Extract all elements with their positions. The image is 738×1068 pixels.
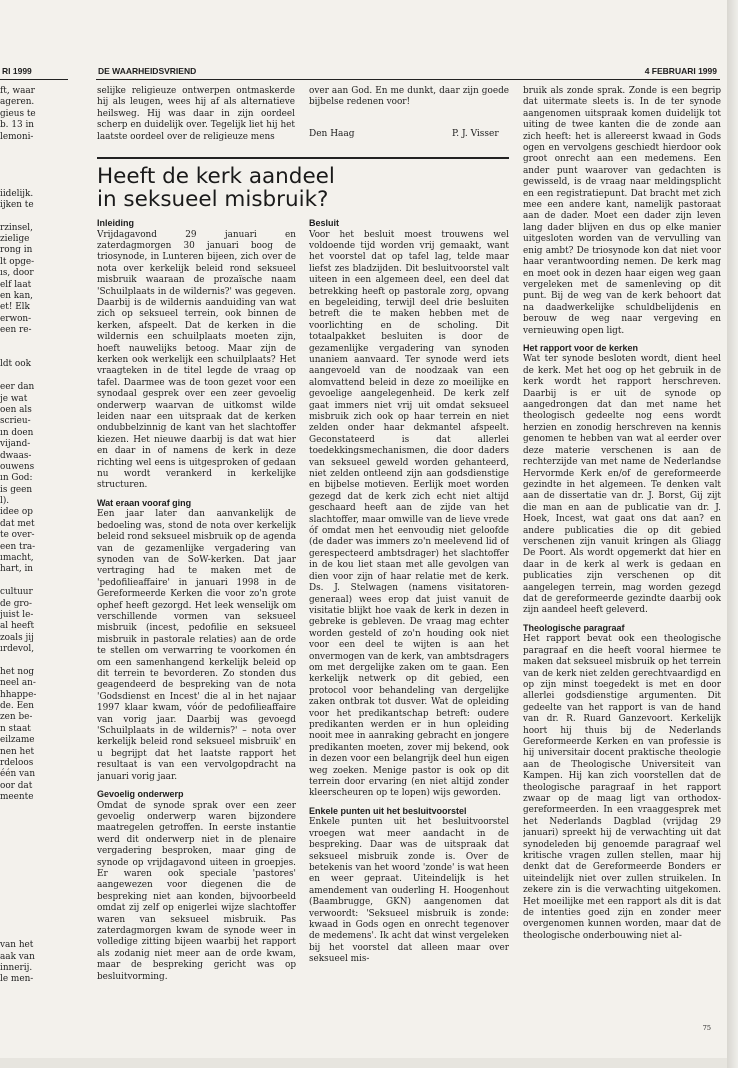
edge-line: rdeloos xyxy=(0,758,34,769)
edge-line xyxy=(0,906,64,917)
header-rule xyxy=(96,79,720,80)
edge-line xyxy=(0,211,64,222)
edge-line: is geen xyxy=(0,484,33,495)
edge-line: lt opge- xyxy=(0,256,35,267)
edge-line: eilzame xyxy=(0,735,35,746)
edge-line: vijand- xyxy=(0,439,31,450)
section-heading: Theologische paragraaf xyxy=(523,622,625,633)
section-paragraph: Vrijdagavond 29 januari en zaterdagmorgen 30 januari boog de triosynode, in Lunteren bijeen, zich over de nota over kerkelijk beleid rond seksueel misbruik waaraan de prozaïsche naam 'Schuilplaats in de wildernis?' was gegeven. Daarbij is de wildernis aanduiding van wat zich op seksueel terrein, ook binnen de kerken, afspeelt. Dat de kerken in die wildernis een schuilplaats moeten zijn, hoeft nauwelijks betoog. Maar zijn de kerken ook werkelijk een schuilplaats? Het vraagteken in de titel legde de vraag op tafel. Daarmee was de toon gezet voor een synodaal gesprek over een zeer gevoelig onderwerp waarvan de uitkomst wilde leiden naar een uitspraak dat de kerken ondubbelzinnig de kant van het slachtoffer kiezen. Het nieuwe daarbij is dat wat hier en daar in of namens de kerk in deze richting wel eens is uitgesproken of gedaan nu wordt verankerd in kerkelijke structuren. xyxy=(97,229,296,491)
edge-line: ımacht, xyxy=(0,553,34,564)
edge-line: de gro- xyxy=(0,598,33,609)
signature-name: P. J. Visser xyxy=(452,129,499,139)
edge-line: lemoni- xyxy=(0,131,34,142)
edge-line: al heeft xyxy=(0,621,35,632)
edge-line: scrieu- xyxy=(0,416,31,427)
section-heading: Gevoelig onderwerp xyxy=(97,789,184,800)
edge-line: zen be- xyxy=(0,712,33,723)
edge-line: een re- xyxy=(0,325,32,336)
edge-line: ageren. xyxy=(0,97,35,108)
edge-line: een tra- xyxy=(0,541,36,552)
edge-line: neel an- xyxy=(0,678,36,689)
section-heading: Enkele punten uit het besluitvoorstel xyxy=(309,805,467,816)
top-left-paragraph: selijke religieuze ontwerpen ontmaskerde hij als leugen, wees hij af als alternatieve heilsweg. Hij was daar in zijn oordeel scherp en duidelijk over. Tegelijk liet hij het laatste oordeel over de religieuze mens xyxy=(97,86,295,142)
edge-line: ijken te xyxy=(0,199,34,210)
edge-line: ft, waar xyxy=(0,86,35,96)
edge-line: ouwens xyxy=(0,461,35,472)
running-header xyxy=(0,64,719,78)
edge-line xyxy=(0,154,64,165)
edge-line: zielige xyxy=(0,234,30,245)
edge-line: ldt ook xyxy=(0,359,31,370)
article-column-3 xyxy=(523,86,721,1016)
section-heading: Wat eraan vooraf ging xyxy=(97,497,192,508)
edge-line xyxy=(0,895,64,906)
article-column-1 xyxy=(97,218,296,988)
edge-line xyxy=(0,656,64,667)
page-number: 75 xyxy=(702,1024,711,1032)
edge-line xyxy=(0,166,64,177)
edge-line: dat met xyxy=(0,518,35,529)
edge-line: et! Elk xyxy=(0,302,30,313)
edge-line: ırdevol, xyxy=(0,644,35,655)
section-paragraph: Omdat de synode sprak over een zeer gevoelig onderwerp waren bijzondere maatregelen getroffen. In eerste instantie werd dit onderwerp niet in de plenaire vergadering besproken, maar ging de synode op vrijdagavond uiteen in groepjes. Er waren ook speciale 'pastores' aangewezen voor diegenen die de bespreking niet aan konden, bijvoorbeeld omdat zij zelf op enigerlei wijze slachtoffer waren van seksueel misbruik. Pas zaterdagmorgen kwam de synode weer in volledige zitting bijeen waarbij het rapport als zodanig niet meer aan de orde kwam, maar de bespreking gericht was op besluitvorming. xyxy=(97,800,296,982)
section-paragraph: Het rapport bevat ook een theologische paragraaf en die heeft vooral hiermee te maken dat seksueel misbruik op het terrein van de kerk niet zelden gerechtvaardigd en op zijn minst toegedekt is met en door allerlei godsdienstige argumenten. Dit gedeelte van het rapport is van de hand van dr. R. Ruard Ganzevoort. Kerkelijk hoort hij thuis bij de Nederlands Gereformeerde Kerken en van professie is hij universitair docent praktische theologie aan de Theologische Universiteit van Kampen. Hij kan zich voorstellen dat de theologische paragraaf in het rapport zwaar op de maag ligt van orthodox-gereformeerden. In een vraaggesprek met het Nederlands Dagblad (vrijdag 29 januari) spreekt hij de verwachting uit dat synodeleden bij genoemde paragraaf wel kritische vragen zullen stellen, maar hij denkt dat de Gereformeerde Bonders er uiteindelijk niet over zullen struikelen. In zekere zin is die verwachting uitgekomen. Het moeilijke met een rapport als dit is dat de intenties goed zijn en zonder meer overgenomen kunnen worden, maar dat de theologische onderbouwing niet al- xyxy=(523,634,721,941)
edge-line xyxy=(0,576,64,587)
edge-line: je wat xyxy=(0,393,28,404)
edge-line: n staat xyxy=(0,723,31,734)
edge-line xyxy=(0,143,64,154)
edge-line: hart, in xyxy=(0,564,34,575)
edge-line: elf laat xyxy=(0,279,32,290)
edge-line: le men- xyxy=(0,974,34,985)
edge-line: l). xyxy=(0,496,10,507)
edge-line xyxy=(0,918,64,929)
page-edge-shadow xyxy=(727,0,738,1068)
edge-line: b. 13 in xyxy=(0,120,34,131)
article-title xyxy=(97,165,517,211)
top-left-column xyxy=(97,86,295,156)
edge-line: ın doen xyxy=(0,427,34,438)
edge-line: meente xyxy=(0,792,34,803)
edge-line: één van xyxy=(0,769,36,780)
edge-line: ın God: xyxy=(0,473,33,484)
publication-name: DE WAARHEIDSVRIEND xyxy=(98,66,197,76)
section-paragraph: Enkele punten uit het besluitvoorstel vroegen wat meer aandacht in de bespreking. Daar was de uitspraak dat seksueel misbruik zonde is. Over de betekenis van het woord 'zonde' is wat heen en weer gepraat. Uiteindelijk is het amendement van ouderling H. Hoogenhout (Baambrugge, GKN) aangenomen dat verwoordt: 'Seksueel misbruik is zonde: kwaad in Gods ogen en onrecht tegenover de medemens'. Ik acht dat winst vergeleken bij het voorstel dat alleen maar over seksueel mis- xyxy=(309,817,509,965)
edge-line: de. Een xyxy=(0,701,35,712)
section-heading: Inleiding xyxy=(97,218,134,228)
edge-line: van het xyxy=(0,940,34,951)
edge-line xyxy=(0,872,64,883)
edge-line xyxy=(0,929,64,940)
edge-line: cultuur xyxy=(0,587,33,598)
edge-line: dwaas- xyxy=(0,450,32,461)
edge-line xyxy=(0,861,64,872)
left-page-date: RI 1999 xyxy=(2,66,32,76)
edge-line: erwon- xyxy=(0,313,32,324)
top-middle-column xyxy=(309,86,509,116)
edge-line xyxy=(0,804,64,815)
previous-page-edge-text xyxy=(0,86,64,986)
edge-line xyxy=(0,337,64,348)
edge-line: oen als xyxy=(0,404,32,415)
edge-line: en kan, xyxy=(0,291,33,302)
article-title-line-2: in seksueel misbruik? xyxy=(97,187,329,212)
edge-line: nen het xyxy=(0,746,35,757)
edge-line xyxy=(0,883,64,894)
edge-line: iidelijk. xyxy=(0,188,34,199)
edge-line: oor dat xyxy=(0,780,33,791)
edge-line xyxy=(0,177,64,188)
edge-line: zoals jij xyxy=(0,632,34,643)
section-heading: Het rapport voor de kerken xyxy=(523,342,639,353)
edge-line xyxy=(0,815,64,826)
edge-line: eer dan xyxy=(0,382,35,393)
section-paragraph: bruik als zonde sprak. Zonde is een begrip dat uitermate sleets is. In de ter synode aangenomen uitspraak komen duidelijk tot uiting de twee kanten die de zonde aan zich heeft: het is allereerst kwaad in Gods ogen en vervolgens geschiedt hierdoor ook groot onrecht aan een medemens. Een ander punt waarover van gedachten is gewisseld, is de vraag naar meldingsplicht en een registratiepunt. Dat bracht met zich mee een andere kant, namelijk pastoraat aan de dader. Moet een dader zijn leven lang dader blijven en dus op elke manier uitgesloten worden van de vervulling van enig ambt? De triosynode kon dat niet voor haar verantwoording nemen. De kerk mag en moet ook in dezen haar eigen weg gaan vergeleken met de samenleving op dit punt. Bij de weg van de kerk behoort dat na daadwerkelijke schuldbelijdenis en berouw de weg naar vergeving en vernieuwing open ligt. xyxy=(523,86,721,336)
section-paragraph: Een jaar later dan aanvankelijk de bedoeling was, stond de nota over kerkelijk beleid rond seksueel misbruik op de agenda van de gezamenlijke vergadering van synoden van de SoW-kerken. Dat jaar vertraging had te maken met de 'pedofilieaffaire' in januari 1998 in de Gereformeerde Kerken die voor zo'n grote ophef heeft gezorgd. Het leek wenselijk om verschillende vormen van seksueel misbruik (incest, pedofilie en seksueel misbruik in pastorale relaties) aan de orde te stellen om verwarring te voorkomen én om een samenhangend kerkelijk beleid op dit terrein te bevorderen. Zo stonden dus geagendeerd de bespreking van de nota 'Godsdienst en Incest' die al in het najaar 1997 klaar kwam, vóór de pedofilieaffaire van vorig jaar. Daarbij was gevoegd 'Schuilplaats in de wildernis?' – nota over kerkelijk beleid rond seksueel misbruik' en u begrijpt dat het laatste rapport het resultaat is van een vervolgopdracht na januari vorig jaar. xyxy=(97,509,296,782)
edge-line: hhappe- xyxy=(0,689,37,700)
edge-line: innerij. xyxy=(0,963,33,974)
top-middle-paragraph: over aan God. En me dunkt, daar zijn goede bijbelse redenen voor! xyxy=(309,86,509,108)
signature-place: Den Haag xyxy=(309,129,355,139)
edge-line xyxy=(0,849,64,860)
edge-line xyxy=(0,838,64,849)
section-heading: Besluit xyxy=(309,218,340,228)
issue-date: 4 FEBRUARI 1999 xyxy=(644,66,717,76)
edge-line: ıs, door xyxy=(0,268,34,279)
article-divider xyxy=(97,157,509,159)
section-paragraph: Wat ter synode besloten wordt, dient heel de kerk. Met het oog op het gebruik in de kerk wordt het rapport herschreven. Daarbij is er uit de synode op aangedrongen dat dan met name het theologisch gedeelte nog eens wordt herzien en zonodig herschreven na kennis genomen te hebben van wat al eerder over deze materie verschenen is aan de rechterzijde van met name de Nederlandse Hervormde Kerk en/of de gereformeerde gezindte in het algemeen. Te denken valt aan de dissertatie van dr. J. Borst, Gij zijt die man en aan de publicatie van dr. J. Hoek, Incest, wat gaat ons dat aan? en andere publicaties die op dit gebied verschenen zijn vanuit kringen als Gliagg De Poort. Als wordt opgemerkt dat hier en daar in de kerk al werk is gedaan en publicaties zijn verschenen op dit aangelegen terrein, mag worden gezegd dat de gereformeerde gezindte daarbij ook zijn aandeel heeft geleverd. xyxy=(523,354,721,616)
edge-line xyxy=(0,348,64,359)
section-paragraph: Voor het besluit moest trouwens wel voldoende tijd worden vrij gemaakt, want het voorstel dat op tafel lag, telde maar liefst zes bladzijden. Dit besluitvoorstel valt uiteen in een algemeen deel, een deel dat betrekking heeft op pastorale zorg, opvang en begeleiding, terwijl deel drie besluiten betreft die te maken hebben met de voorlichting en de scholing. Dit totaalpakket besluiten is door de gezamenlijke vergadering van synoden unaniem aanvaard. Ter synode werd iets aangevoeld van de noodzaak van een alomvattend beleid in deze zo moeilijke en gevoelige aangelegenheid. De kerk zelf gaat immers niet vrij uit omdat seksueel misbruik zich ook op haar terrein en niet zelden onder haar dekmantel afspeelt. Geconstateerd is dat allerlei toedekkingsmechanismen, die door daders van seksueel geweld worden gehanteerd, niet zelden ontleend zijn aan godsdienstige en bijbelse motieven. Eerlijk moet worden gezegd dat de kerk zich echt niet altijd geschaard heeft aan de zijde van het slachtoffer, maar omwille van de lieve vrede óf omdat men het eenvoudig niet geloofde (de dader was immers zo'n meelevend lid of gerespecteerd ambtsdrager) het slachtoffer in de kou liet staan met alle gevolgen van dien voor zijn of haar relatie met de kerk. Ds. J. Stelwagen (namens visitatoren-generaal) wees erop dat juist vanuit de visitatie blijkt hoe vaak de kerk in dezen in gebreke is gebleven. De vraag mag echter worden gesteld of zo'n houding ook niet voor een deel te wijten is aan het onvermogen van de kerk, van ambtsdragers om met dergelijke zaken om te gaan. Een kerkelijk netwerk op dit gebied, een protocol voor behandeling van dergelijke zaken ontbrak tot dusver. Wat de opleiding voor het predikantschap betreft: oudere predikanten werden er in hun opleiding nooit mee in aanraking gebracht en jongere predikanten moeten, zover mij bekend, ook in dezen voor een belangrijk deel hun eigen weg zoeken. Menige pastor is ook op dit terrein door ervaring (en niet altijd zonder kleerscheuren op te lopen) wijs geworden. xyxy=(309,229,509,799)
edge-line: gieus te xyxy=(0,108,36,119)
edge-line: aak van xyxy=(0,951,35,962)
article-title-line-1: Heeft de kerk aandeel xyxy=(97,164,335,189)
edge-line: het nog xyxy=(0,666,35,677)
edge-line xyxy=(0,371,64,382)
edge-line: juist le- xyxy=(0,609,34,620)
edge-line: idee op xyxy=(0,507,33,518)
edge-line: rzinsel, xyxy=(0,222,33,233)
edge-line: rong in xyxy=(0,245,33,256)
header-rule-left xyxy=(0,79,68,80)
article-column-2 xyxy=(309,218,509,1008)
edge-line xyxy=(0,826,64,837)
edge-line: te over- xyxy=(0,530,35,541)
